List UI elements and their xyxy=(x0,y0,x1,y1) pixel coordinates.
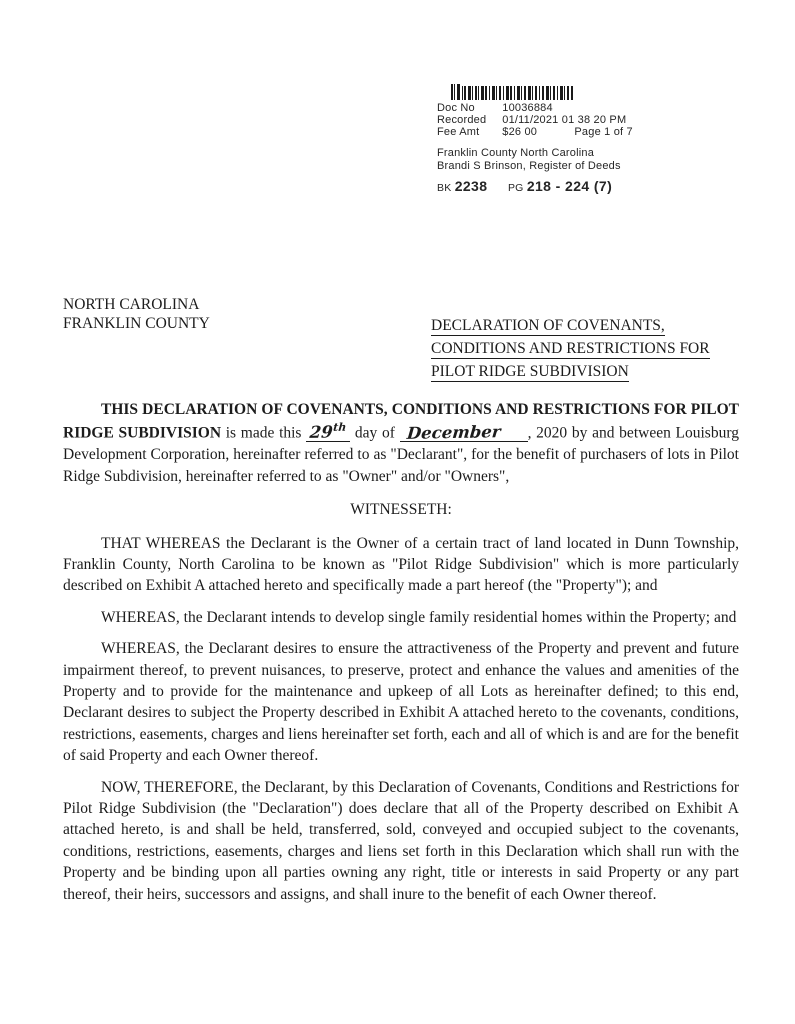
month-blank xyxy=(400,422,528,443)
pg-range-value: 218 - 224 (7) xyxy=(526,178,613,194)
witnesseth-heading: WITNESSETH: xyxy=(350,501,452,519)
register-line: Brandi S Brinson, Register of Deeds xyxy=(437,160,621,172)
state-county-block xyxy=(63,295,210,383)
paragraph-whereas-owner: THAT WHEREAS the Declarant is the Owner of a certain tract of land located in Dunn Township, Franklin County, North Carolina to be known as "Pilot Ridge Subdivision" which is more particularly described on Exhibit A attached hereto and specifically made a part hereof (the "Property"); and xyxy=(63,534,739,595)
paragraph-now-therefore: NOW, THEREFORE, the Declarant, by this Declaration of Covenants, Conditions and Restrictions for Pilot Ridge Subdivision (the "Declaration") does declare that all of the Property described on Exhibit A attached hereto, is and shall be held, transferred, sold, conveyed and occupied subject to the covenants, conditions, restrictions, easements, charges and liens set forth in this Declaration which shall run with the Property and be binding upon all parties owning any right, title or interests in said Property or any part thereof, their heirs, successors and assigns, and shall inure to the benefit of each Owner thereof. xyxy=(63,778,739,903)
title-line-2: CONDITIONS AND RESTRICTIONS FOR xyxy=(431,340,710,357)
book-page-row xyxy=(437,178,747,194)
page-count-value: Page 1 of 7 xyxy=(574,126,633,138)
county-register-block xyxy=(437,147,747,173)
paragraph-whereas-attractiveness: WHEREAS, the Declarant desires to ensure the attractiveness of the Property and prevent and future impairment thereof, to prevent nuisances, to preserve, protect and enhance the values and amenities of the Property and to provide for the maintenance and upkeep of all Lots as hereinafter defined; to this end, Declarant desires to subject the Property described in Exhibit A attached hereto to the covenants, conditions, restrictions, easements, charges and liens hereinafter set forth, each and all of which is and are for the benefit of said Property and each Owner thereof. xyxy=(63,640,739,765)
title-line-3: PILOT RIDGE SUBDIVISION xyxy=(431,363,629,380)
fee-value: $26 00 xyxy=(502,126,538,138)
p1-rest: , 2020 by and between Louisburg Development Corporation, hereinafter referred to as "Declarant", for the benefit of purchasers of lots in Pilot Ridge Subdivision, hereinafter referred to as "Owner" and/or "Owners", xyxy=(63,424,739,485)
fee-label: Fee Amt xyxy=(437,126,480,138)
doc-no-value: 10036884 xyxy=(502,102,553,114)
day-blank xyxy=(306,420,350,442)
book-label: BK xyxy=(437,182,452,194)
county-name: FRANKLIN COUNTY xyxy=(63,315,210,332)
recorded-value: 01/11/2021 01 38 20 PM xyxy=(502,114,627,126)
recorded-label: Recorded xyxy=(437,114,487,126)
paragraph-whereas-develop: WHEREAS, the Declarant intends to develop single family residential homes within the Property; and xyxy=(101,608,737,626)
title-line-1: DECLARATION OF COVENANTS, xyxy=(431,317,665,334)
document-title xyxy=(431,314,739,383)
document-header xyxy=(63,295,739,383)
state-name: NORTH CAROLINA xyxy=(63,296,200,313)
recorded-row xyxy=(437,114,747,126)
paragraph-declaration-intro xyxy=(63,399,739,487)
book-value: 2238 xyxy=(454,178,488,194)
doc-no-label: Doc No xyxy=(437,102,475,114)
fee-row xyxy=(437,126,747,138)
declaration-title-inline: THIS DECLARATION OF COVENANTS, CONDITIONS AND RESTRICTIONS FOR PILOT RIDGE SUBDIVISION xyxy=(63,401,739,442)
p1-mid2: day of xyxy=(350,424,400,442)
doc-number-row xyxy=(437,102,747,114)
handwritten-day: 29th xyxy=(309,421,348,443)
handwritten-month: December xyxy=(405,422,502,443)
pg-label: PG xyxy=(507,182,524,194)
document-body xyxy=(63,399,739,915)
barcode-icon xyxy=(451,84,573,100)
p1-mid1: is made this xyxy=(221,424,307,442)
county-line: Franklin County North Carolina xyxy=(437,147,595,159)
recording-stamp xyxy=(437,84,747,194)
